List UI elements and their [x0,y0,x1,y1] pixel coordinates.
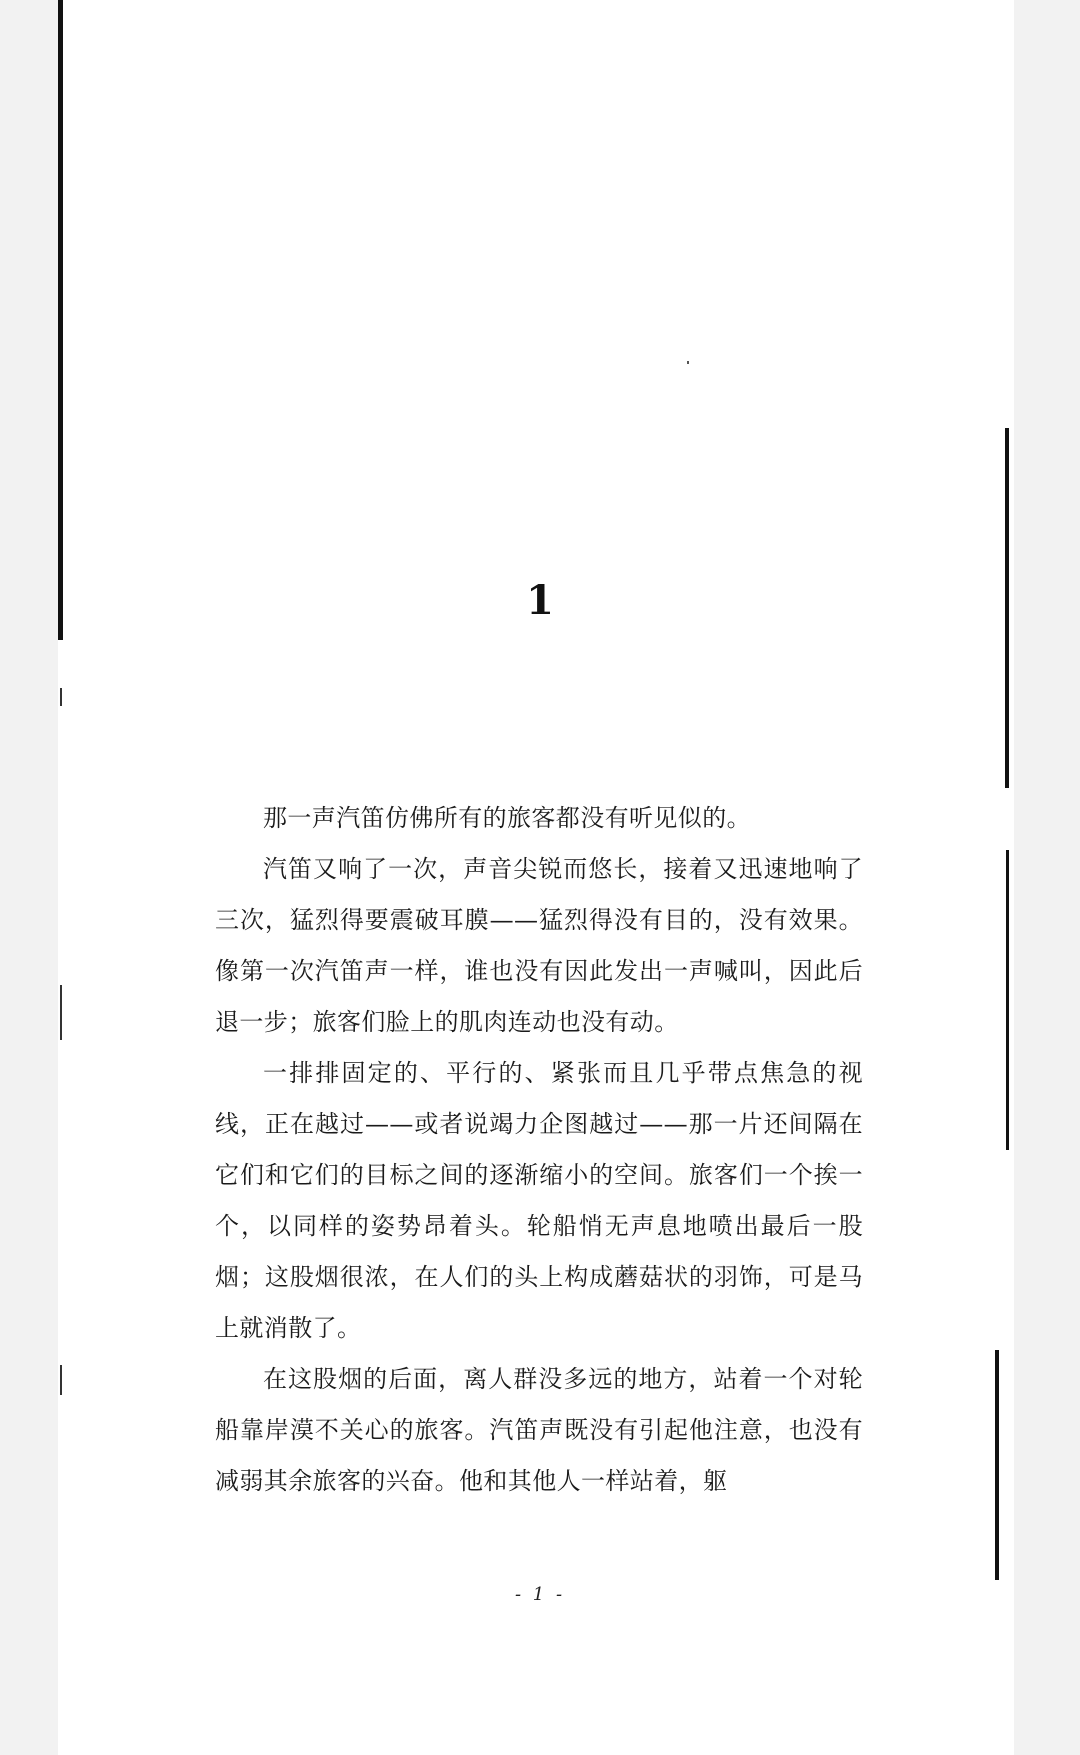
paragraph: 在这股烟的后面，离人群没多远的地方，站着一个对轮船靠岸漠不关心的旅客。汽笛声既没有引起他注意，也没有减弱其余旅客的兴奋。他和其他人一样站着，躯 [215,1365,863,1495]
body-text [215,793,863,1507]
paragraph: 一排排固定的、平行的、紧张而且几乎带点焦急的视线，正在越过——或者说竭力企图越过——那一片还间隔在它们和它们的目标之间的逐渐缩小的空间。旅客们一个挨一个，以同样的姿势昂着头。轮船悄无声息地喷出最后一股烟；这股烟很浓，在人们的头上构成蘑菇状的羽饰，可是马上就消散了。 [215,1059,863,1342]
scan-right-edge [995,1350,999,1580]
scan-left-mark [60,688,62,706]
scan-left-edge [58,0,63,640]
page-number: - 1 - [514,1584,566,1605]
chapter-number: 1 [526,577,554,624]
scan-speck [687,361,689,364]
scan-left-mark [60,1365,62,1395]
paragraph: 那一声汽笛仿佛所有的旅客都没有听见似的。 [263,804,751,832]
scan-left-mark [60,985,62,1040]
scan-right-edge [1006,850,1009,1150]
paragraph: 汽笛又响了一次，声音尖锐而悠长，接着又迅速地响了三次，猛烈得要震破耳膜——猛烈得没有目的，没有效果。像第一次汽笛声一样，谁也没有因此发出一声喊叫，因此后退一步；旅客们脸上的肌肉连动也没有动。 [215,855,863,1036]
